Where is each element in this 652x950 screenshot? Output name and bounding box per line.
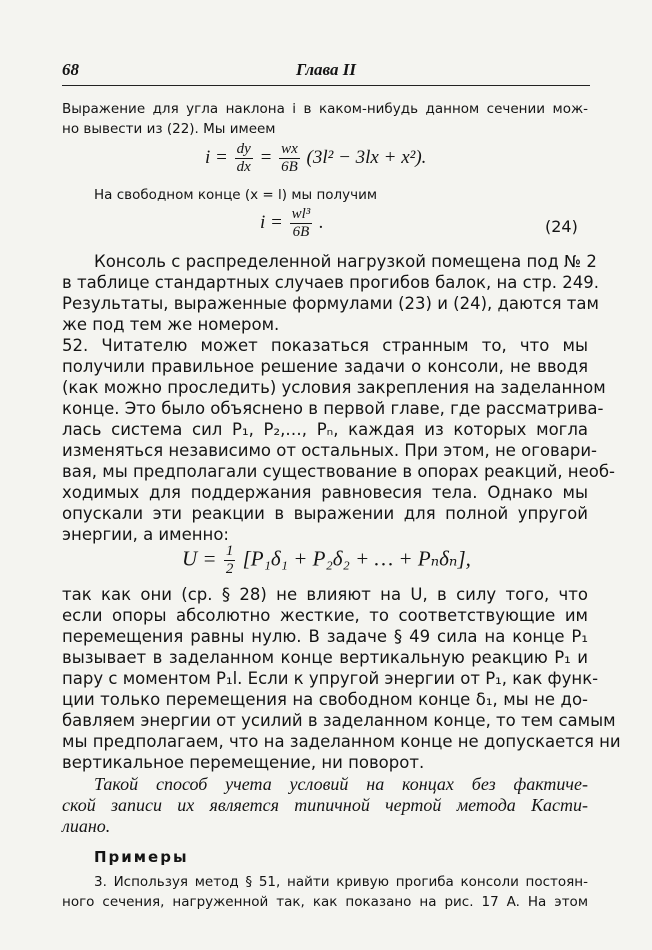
text-line: лась система сил P₁, P₂,…, Pₙ, каждая из которых могла [62, 420, 588, 439]
text-line: 3. Используя метод § 51, найти кривую прогиба консоли постоян- [94, 874, 588, 890]
text-line-italic: лиано. [62, 816, 111, 836]
text-line: так как они (ср. § 28) не влияют на U, в силу того, что [62, 585, 588, 604]
fraction [235, 141, 253, 176]
fraction [224, 543, 236, 578]
text-line: но вывести из (22). Мы имеем [62, 121, 276, 137]
formula-text: i = [205, 146, 228, 168]
text-line: изменяться независимо от остальных. При этом, не оговари- [62, 441, 598, 460]
text-line: (как можно проследить) условия закрепления на заделанном [62, 378, 606, 397]
fraction-denominator: dx [236, 159, 251, 175]
formula-free-end [260, 206, 324, 241]
formula-text: U = [182, 546, 217, 571]
text-line: ного сечения, нагруженной так, как показано на рис. 17 A. На этом [62, 894, 588, 910]
text-line: же под тем же номером. [62, 315, 280, 334]
fraction-denominator: 6B [281, 159, 298, 175]
fraction-denominator: 2 [225, 561, 234, 577]
text-line: ции только перемещения на свободном конце δ₁, мы не до- [62, 690, 588, 709]
text-line-italic: Такой способ учета условий на концах без фактиче- [94, 774, 588, 794]
text-line: ходимых для поддержания равновесия тела. Однако мы [62, 483, 588, 502]
text-line: 52. Читателю может показаться странным то, что мы [62, 336, 588, 355]
text-line: Выражение для угла наклона i в каком-нибудь данном сечении мож- [62, 101, 588, 117]
text-line: конце. Это было объяснено в первой главе, где рассматрива- [62, 399, 604, 418]
formula-text: . [319, 211, 324, 233]
fraction-numerator: wl³ [291, 206, 311, 222]
text-line: если опоры абсолютно жесткие, то соответствующие им [62, 606, 588, 625]
fraction-denominator: 6B [292, 224, 310, 240]
formula-text: (3l² − 3lx + x²). [306, 146, 427, 168]
section-heading: Примеры [94, 848, 189, 866]
text-line: На свободном конце (x = l) мы получим [94, 187, 378, 203]
page-number: 68 [62, 60, 79, 79]
fraction [290, 206, 313, 241]
text-line: вая, мы предполагали существование в опорах реакций, необ- [62, 462, 615, 481]
page-header [62, 60, 590, 82]
text-line-italic: ской записи их является типичной чертой метода Касти- [62, 795, 588, 815]
text-line: вызывает в заделанном конце вертикальную реакцию P₁ и [62, 648, 588, 667]
text-line: в таблице стандартных случаев прогибов балок, на стр. 249. [62, 273, 600, 292]
formula-text: = [259, 146, 273, 168]
formula-text: [P₁δ₁ + P₂δ₂ + … + Pₙδₙ], [242, 546, 471, 571]
fraction-numerator: wx [281, 141, 298, 157]
text-line: Результаты, выраженные формулами (23) и (24), даются там [62, 294, 599, 313]
text-line: бавляем энергии от усилий в заделанном конце, то тем самым [62, 711, 616, 730]
text-line: Консоль с распределенной нагрузкой помещена под № 2 [94, 252, 597, 271]
text-line: вертикальное перемещение, ни поворот. [62, 753, 425, 772]
equation-number: (24) [545, 217, 578, 236]
text-line: получили правильное решение задачи о консоли, не вводя [62, 357, 588, 376]
text-line: энергии, а именно: [62, 525, 229, 544]
formula-text: i = [260, 211, 283, 233]
header-rule [62, 85, 590, 86]
text-line: опускали эти реакции в выражении для полной упругой [62, 504, 588, 523]
text-line: пару с моментом P₁l. Если к упругой энергии от P₁, как функ- [62, 669, 599, 688]
fraction [279, 141, 300, 176]
chapter-title: Глава II [295, 60, 357, 79]
text-line: перемещения равны нулю. В задаче § 49 сила на конце P₁ [62, 627, 588, 646]
formula-energy [182, 543, 471, 578]
formula-slope [205, 141, 426, 176]
fraction-numerator: 1 [225, 543, 234, 559]
fraction-numerator: dy [236, 141, 251, 157]
text-line: мы предполагаем, что на заделанном конце не допускается ни [62, 732, 621, 751]
